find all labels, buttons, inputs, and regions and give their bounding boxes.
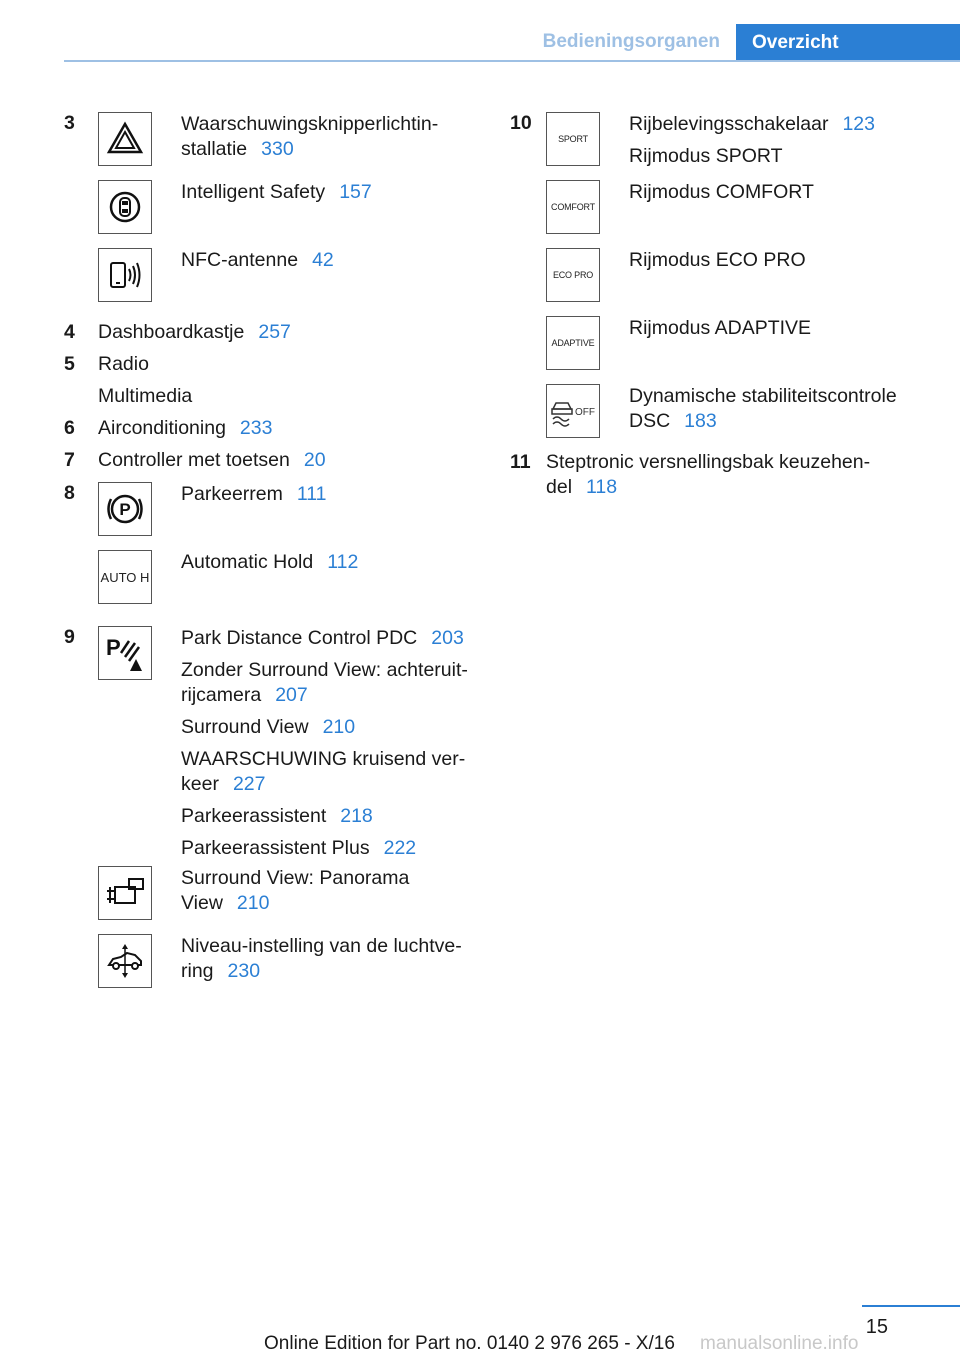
eco-pro-mode-icon	[546, 248, 600, 302]
driving-switch-line	[629, 112, 930, 137]
header-rule	[64, 60, 960, 62]
hazard-text	[181, 112, 484, 162]
entry-7-text	[64, 444, 484, 476]
panorama-text	[181, 866, 484, 916]
entry-number: 10	[510, 112, 532, 134]
steptronic-line2	[510, 475, 930, 500]
dsc-line2	[629, 409, 930, 434]
steptronic-line1: Steptronic versnellingsbak keuzehen-	[546, 451, 871, 473]
adaptive-mode-icon	[546, 316, 600, 370]
hazard-row	[64, 112, 484, 180]
air-suspension-row	[64, 934, 484, 1002]
page-header	[0, 24, 960, 62]
page-ref-link[interactable]: 207	[275, 684, 308, 706]
entry-3	[64, 112, 484, 316]
panorama-row	[64, 866, 484, 934]
page-ref-link[interactable]: 157	[339, 181, 372, 203]
entry-number: 3	[64, 112, 75, 134]
page-ref-link[interactable]: 230	[227, 960, 261, 982]
entry-number: 4	[64, 321, 75, 343]
dsc-off-icon	[546, 384, 600, 438]
cross-traffic-line2	[181, 772, 484, 797]
parking-assistant-plus-label: Parkeerassistent Plus	[181, 837, 370, 859]
page-ref-link[interactable]: 330	[261, 138, 294, 160]
radio-label: Radio	[98, 353, 149, 375]
svg-text:P: P	[119, 500, 131, 519]
dsc-icon-label: OFF	[575, 407, 595, 418]
watermark: manualsonline.info	[700, 1333, 859, 1354]
pdc-line	[181, 626, 484, 651]
entry-number: 7	[64, 449, 75, 471]
adaptive-icon-label: ADAPTIVE	[551, 338, 595, 348]
cross-traffic-line	[181, 747, 484, 797]
entry-number: 8	[64, 482, 75, 504]
eco-pro-mode-label: Rijmodus ECO PRO	[629, 249, 806, 271]
rear-camera-line	[181, 658, 484, 708]
adaptive-row	[510, 316, 930, 384]
page-ref-link[interactable]: 227	[232, 773, 266, 795]
tab-overzicht[interactable]: Overzicht	[736, 24, 960, 62]
comfort-row	[510, 180, 930, 248]
left-column	[64, 112, 484, 1002]
page-ref-link[interactable]: 210	[236, 892, 270, 914]
intelligent-safety-label: Intelligent Safety	[181, 181, 326, 203]
entry-10	[510, 112, 930, 452]
svg-text:P: P	[106, 635, 121, 660]
pdc-text	[181, 626, 484, 861]
ecopro-row	[510, 248, 930, 316]
page-ref-link[interactable]: 210	[322, 716, 356, 738]
intelligent-safety-row	[64, 180, 484, 248]
edition-text: Online Edition for Part no. 0140 2 976 265 - X/16	[264, 1333, 675, 1354]
air-suspension-text	[181, 934, 484, 984]
entry-5	[64, 348, 484, 412]
page-number: 15	[865, 1316, 888, 1338]
sport-text	[629, 112, 930, 169]
air-suspension-line2	[181, 959, 484, 984]
entry-number: 5	[64, 353, 75, 375]
rear-camera-line1: Zonder Surround View: achteruit-	[181, 659, 468, 681]
steptronic-label: del	[546, 476, 573, 498]
hazard-line1: Waarschuwingsknipperlichtin-	[181, 113, 439, 135]
breadcrumb-section[interactable]: Bedieningsorganen	[542, 31, 720, 52]
comfort-mode-icon	[546, 180, 600, 234]
pdc-label: Park Distance Control PDC	[181, 627, 418, 649]
parkeerrem-label: Parkeerrem	[181, 483, 283, 505]
cross-traffic-line1: WAARSCHUWING kruisend ver-	[181, 748, 466, 770]
multimedia-label: Multimedia	[98, 385, 193, 407]
footer-rule	[862, 1305, 960, 1307]
page-ref-link[interactable]: 118	[586, 476, 618, 498]
auto-hold-icon-label: AUTO H	[100, 569, 150, 585]
parking-brake-text	[181, 482, 484, 507]
page-ref-link[interactable]: 203	[431, 627, 464, 649]
cross-traffic-label: keer	[181, 773, 219, 795]
parking-brake-row	[64, 482, 484, 550]
page-ref-link[interactable]: 257	[258, 321, 291, 343]
air-suspension-label: ring	[181, 960, 214, 982]
page-ref-link[interactable]: 218	[340, 805, 373, 827]
nfc-row	[64, 248, 484, 316]
page-ref-link[interactable]: 112	[327, 551, 359, 573]
sport-icon-label: SPORT	[558, 134, 588, 144]
entry-number: 9	[64, 626, 75, 648]
auto-hold-text	[181, 550, 484, 575]
driving-switch-label: Rijbelevingsschakelaar	[629, 113, 829, 135]
entry-6-text	[64, 412, 484, 444]
dsc-row	[510, 384, 930, 452]
comfort-mode-label: Rijmodus COMFORT	[629, 181, 814, 203]
panorama-line2	[181, 891, 484, 916]
comfort-icon-label: COMFORT	[551, 202, 595, 212]
auto-hold-row	[64, 550, 484, 618]
page-ref-link[interactable]: 20	[303, 449, 326, 471]
entry-number: 11	[510, 451, 531, 473]
hazard-line2	[181, 137, 484, 162]
surround-view-line	[181, 715, 484, 740]
park-distance-control-icon	[98, 626, 152, 680]
dsc-text	[629, 384, 930, 434]
controller-label: Controller met toetsen	[98, 449, 290, 471]
entry-number: 6	[64, 417, 75, 439]
entry-8	[64, 482, 484, 618]
auto-hold-icon	[98, 550, 152, 604]
air-suspension-line1: Niveau-instelling van de luchtve-	[181, 935, 462, 957]
entry-6	[64, 412, 484, 444]
parking-assistant-label: Parkeerassistent	[181, 805, 327, 827]
dsc-label: DSC	[629, 410, 671, 432]
rear-camera-line2	[181, 683, 484, 708]
nfc-antenna-icon	[98, 248, 152, 302]
panorama-line1: Surround View: Panorama	[181, 867, 410, 889]
adaptive-mode-label: Rijmodus ADAPTIVE	[629, 317, 812, 339]
page-ref-link[interactable]: 123	[842, 113, 875, 135]
hazard-line2-text: stallatie	[181, 138, 248, 160]
right-column	[510, 112, 930, 500]
pdc-row	[64, 626, 484, 866]
intelligent-safety-icon	[98, 180, 152, 234]
panorama-label: View	[181, 892, 223, 914]
sport-mode-label: Rijmodus SPORT	[629, 145, 783, 167]
page-ref-link[interactable]: 222	[383, 837, 417, 859]
entry-7	[64, 444, 484, 476]
nfc-text	[181, 248, 484, 273]
air-suspension-icon	[98, 934, 152, 988]
sport-row	[510, 112, 930, 180]
page-ref-link[interactable]: 42	[312, 249, 334, 271]
sport-mode-icon	[546, 112, 600, 166]
dashboardkastje-label: Dashboardkastje	[98, 321, 245, 343]
nfc-label: NFC-antenne	[181, 249, 299, 271]
entry-11	[510, 450, 930, 500]
automatic-hold-label: Automatic Hold	[181, 551, 314, 573]
entry-9	[64, 626, 484, 1002]
panorama-view-icon	[98, 866, 152, 920]
intelligent-safety-text	[181, 180, 484, 205]
parking-assistant-plus-line	[181, 836, 484, 861]
page-ref-link[interactable]: 111	[296, 483, 327, 505]
page-ref-link[interactable]: 183	[684, 410, 717, 432]
parking-brake-icon	[98, 482, 152, 536]
airconditioning-label: Airconditioning	[98, 417, 226, 439]
entry-4	[64, 316, 484, 348]
surround-view-label: Surround View	[181, 716, 309, 738]
dsc-line1: Dynamische stabiliteitscontrole	[629, 385, 897, 407]
rear-camera-label: rijcamera	[181, 684, 262, 706]
entry-4-text	[64, 316, 484, 348]
parking-assistant-line	[181, 804, 484, 829]
eco-pro-icon-label: ECO PRO	[552, 270, 594, 280]
hazard-triangle-icon	[98, 112, 152, 166]
page-ref-link[interactable]: 233	[239, 417, 273, 439]
